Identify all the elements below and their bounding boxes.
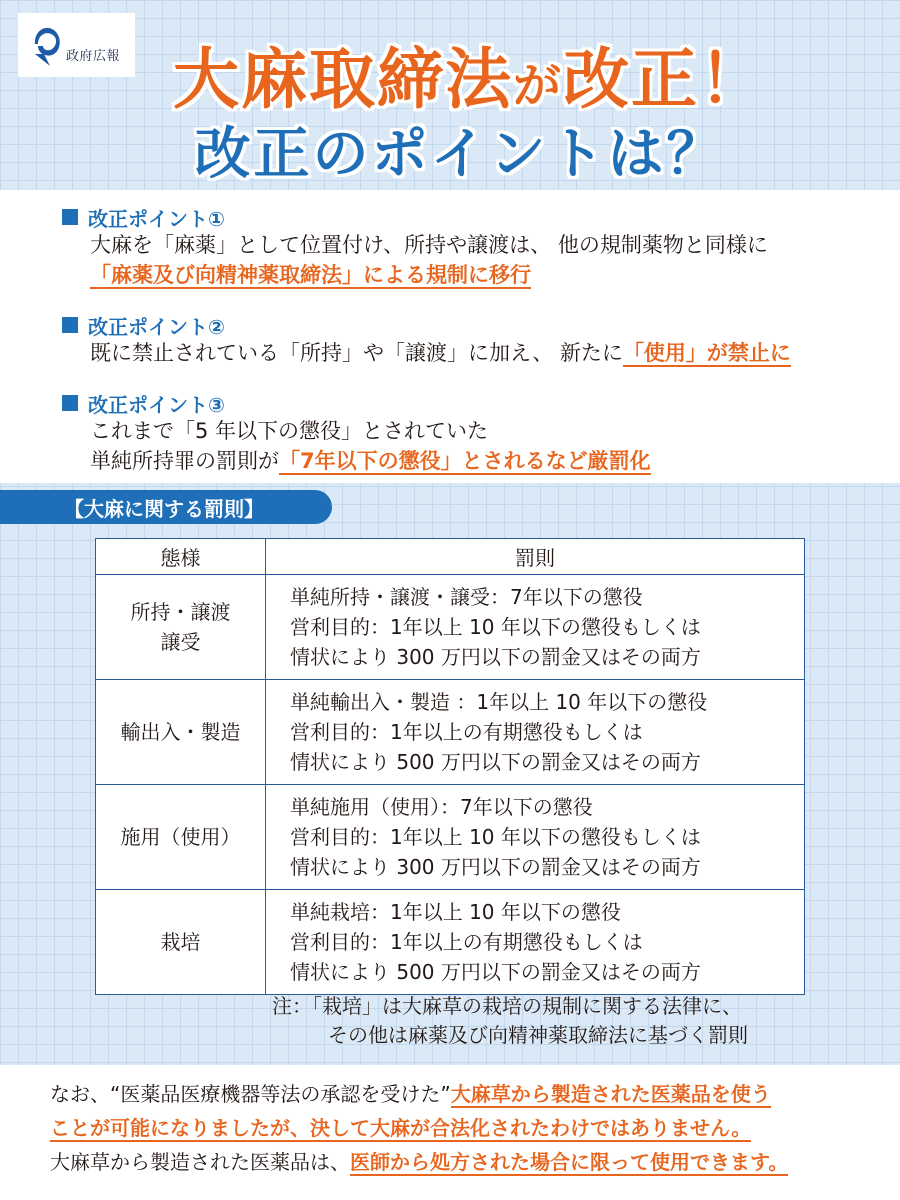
main-title bbox=[0, 26, 900, 121]
penalty-line: 情状により 300 万円以下の罰金又はその両方 bbox=[290, 855, 701, 879]
penalty-cell bbox=[266, 785, 805, 890]
table-row bbox=[96, 890, 805, 995]
penalty-line: 単純所持・譲渡・譲受：7年以下の懲役 bbox=[290, 585, 643, 609]
point-3-text: 単純所持罪の罰則が bbox=[90, 449, 279, 473]
point-2-line-1 bbox=[90, 338, 791, 368]
point-3-line-2 bbox=[90, 446, 651, 476]
mode-line: 栽培 bbox=[160, 930, 201, 954]
square-bullet-icon bbox=[62, 395, 78, 411]
point-2-text: 既に禁止されている「所持」や「譲渡」に加え、 新たに bbox=[90, 341, 623, 365]
mode-cell bbox=[96, 575, 266, 680]
title-rest: 改正！ bbox=[563, 41, 767, 118]
mode-line: 施用（使用） bbox=[120, 825, 241, 849]
mode-line: 輸出入・製造 bbox=[120, 720, 241, 744]
penalty-line: 情状により 500 万円以下の罰金又はその両方 bbox=[290, 960, 701, 984]
bottom-notice bbox=[0, 1065, 900, 1200]
square-bullet-icon bbox=[62, 317, 78, 333]
column-header-penalty: 罰則 bbox=[266, 539, 805, 575]
mode-cell bbox=[96, 680, 266, 785]
penalty-cell bbox=[266, 575, 805, 680]
title-ga: が bbox=[512, 58, 563, 114]
penalty-line: 営利目的：1年以上の有期懲役もしくは bbox=[290, 720, 643, 744]
column-header-mode: 態様 bbox=[96, 539, 266, 575]
point-2-head bbox=[62, 312, 791, 338]
point-1-line-1: 大麻を「麻薬」として位置付け、所持や譲渡は、 他の規制薬物と同様に bbox=[90, 233, 768, 257]
notice-text: なお、“医薬品医療機器等法の承認を受けた” bbox=[50, 1082, 451, 1106]
notice-highlight: ことが可能になりましたが、決して大麻が合法化されたわけではありません。 bbox=[50, 1116, 752, 1140]
point-2-title: 改正ポイント② bbox=[88, 314, 225, 339]
mode-line: 所持・譲渡 bbox=[130, 600, 231, 624]
notice-highlight: 大麻草から製造された医薬品を使う bbox=[450, 1082, 771, 1106]
table-header-row bbox=[96, 539, 805, 575]
penalty-table bbox=[95, 538, 805, 995]
penalty-cell bbox=[266, 890, 805, 995]
point-3-line-1: これまで「5 年以下の懲役」とされていた bbox=[90, 419, 489, 443]
penalty-section-header: 【大麻に関する罰則】 bbox=[0, 490, 332, 524]
reform-point-2 bbox=[62, 312, 791, 368]
point-3-head bbox=[62, 390, 651, 416]
penalty-line: 情状により 500 万円以下の罰金又はその両方 bbox=[290, 750, 701, 774]
penalty-line: 営利目的：1年以上 10 年以下の懲役もしくは bbox=[290, 615, 701, 639]
notice-highlight: 医師から処方された場合に限って使用できます。 bbox=[350, 1150, 789, 1174]
penalty-line: 情状により 300 万円以下の罰金又はその両方 bbox=[290, 645, 701, 669]
table-note bbox=[272, 992, 748, 1050]
penalty-line: 営利目的：1年以上 10 年以下の懲役もしくは bbox=[290, 825, 701, 849]
table-row bbox=[96, 575, 805, 680]
point-2-highlight: 「使用」が禁止に bbox=[622, 341, 791, 365]
penalty-line: 単純栽培：1年以上 10 年以下の懲役 bbox=[290, 900, 621, 924]
reform-point-1 bbox=[62, 204, 768, 290]
note-line-1: 注：「栽培」は大麻草の栽培の規制に関する法律に、 bbox=[272, 994, 742, 1018]
reform-point-3 bbox=[62, 390, 651, 476]
mode-cell bbox=[96, 785, 266, 890]
point-3-highlight: 「7年以下の懲役」とされるなど厳罰化 bbox=[279, 449, 651, 473]
point-3-title: 改正ポイント③ bbox=[88, 392, 225, 417]
point-1-head bbox=[62, 204, 768, 230]
mode-line: 譲受 bbox=[160, 630, 201, 654]
notice-line-1 bbox=[50, 1077, 900, 1111]
penalty-cell bbox=[266, 680, 805, 785]
penalty-line: 営利目的：1年以上の有期懲役もしくは bbox=[290, 930, 643, 954]
penalty-line: 単純施用（使用）：7年以下の懲役 bbox=[290, 795, 593, 819]
mode-cell bbox=[96, 890, 266, 995]
point-1-highlight: 「麻薬及び向精神薬取締法」による規制に移行 bbox=[90, 263, 531, 287]
penalty-line: 単純輸出入・製造 ：1年以上 10 年以下の懲役 bbox=[290, 690, 708, 714]
point-1-title: 改正ポイント① bbox=[88, 206, 225, 231]
table-row bbox=[96, 680, 805, 785]
title-main: 大麻取締法 bbox=[172, 41, 513, 118]
reform-points-panel bbox=[0, 190, 900, 483]
logo-text: 政府広報 bbox=[66, 48, 121, 64]
point-1-line-2 bbox=[90, 260, 768, 290]
sub-title: 改正のポイントは？ bbox=[194, 122, 726, 187]
note-line-2: その他は麻薬及び向精神薬取締法に基づく罰則 bbox=[328, 1023, 748, 1047]
notice-line-2 bbox=[50, 1111, 900, 1145]
table-row bbox=[96, 785, 805, 890]
square-bullet-icon bbox=[62, 209, 78, 225]
notice-text: 大麻草から製造された医薬品は、 bbox=[50, 1150, 350, 1174]
notice-line-3 bbox=[50, 1145, 900, 1179]
